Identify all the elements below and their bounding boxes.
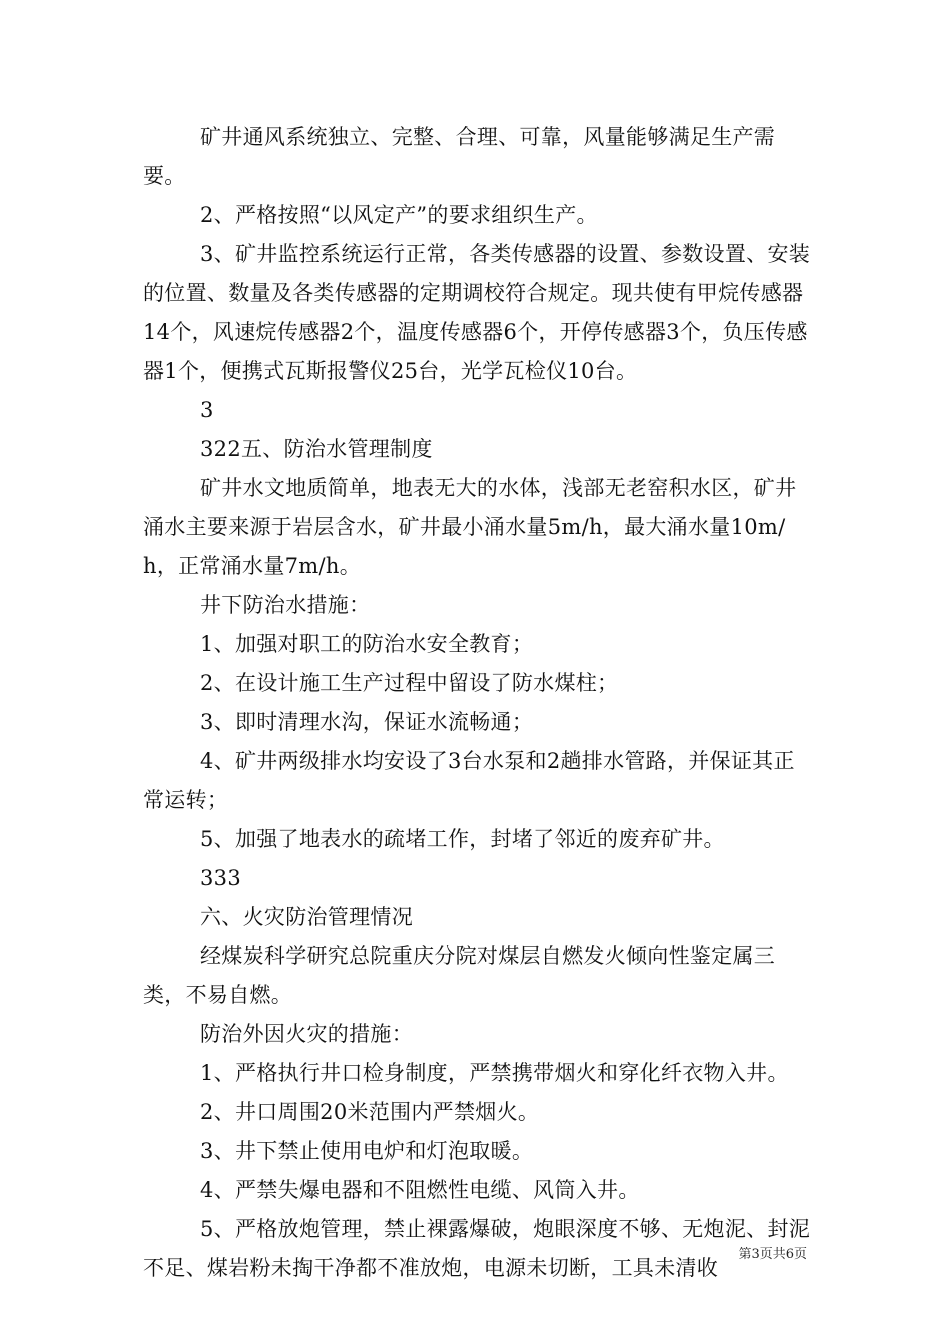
section-heading: 六、火灾防治管理情况 <box>200 905 413 929</box>
list-item: 5、严格放炮管理，禁止裸露爆破，炮眼深度不够、无炮泥、封泥不足、煤岩粉未掏干净都不准放炮，电源未切断，工具未清收 <box>143 1217 811 1280</box>
list-item: 5、加强了地表水的疏堵工作，封堵了邻近的废弃矿井。 <box>200 827 725 851</box>
list-item: 1、严格执行井口检身制度，严禁携带烟火和穿化纤衣物入井。 <box>200 1061 789 1085</box>
list-item: 2、井口周围20米范围内严禁烟火。 <box>200 1100 540 1124</box>
section-heading: 322五、防治水管理制度 <box>200 437 433 461</box>
page-number-footer: 第3页共6页 <box>738 1247 807 1262</box>
paragraph: 矿井通风系统独立、完整、合理、可靠，风量能够满足生产需要。 <box>143 125 776 188</box>
document-body <box>143 118 815 1288</box>
paragraph: 防治外因火灾的措施： <box>200 1022 413 1046</box>
list-item: 3、井下禁止使用电炉和灯泡取暖。 <box>200 1139 534 1163</box>
paragraph: 经煤炭科学研究总院重庆分院对煤层自燃发火倾向性鉴定属三类，不易自燃。 <box>143 944 776 1007</box>
paragraph: 3、矿井监控系统运行正常，各类传感器的设置、参数设置、安装的位置、数量及各类传感器的定期调校符合规定。现共使有甲烷传感器14个，风速烷传感器2个，温度传感器6个，开停传感器3个，负压传感器1个，便携式瓦斯报警仪25台，光学瓦检仪10台。 <box>143 242 811 383</box>
list-item: 2、在设计施工生产过程中留设了防水煤柱； <box>200 671 619 695</box>
list-item: 4、矿井两级排水均安设了3台水泵和2趟排水管路，并保证其正常运转； <box>143 749 795 812</box>
list-item: 1、加强对职工的防治水安全教育； <box>200 632 534 656</box>
paragraph: 矿井水文地质简单，地表无大的水体，浅部无老窑积水区，矿井涌水主要来源于岩层含水，矿井最小涌水量5m/h，最大涌水量10m/h，正常涌水量7m/h。 <box>143 476 797 578</box>
paragraph: 2、严格按照“以风定产”的要求组织生产。 <box>200 203 598 227</box>
paragraph: 333 <box>200 866 241 890</box>
paragraph: 井下防治水措施： <box>200 593 371 617</box>
paragraph: 3 <box>200 398 214 422</box>
list-item: 4、严禁失爆电器和不阻燃性电缆、风筒入井。 <box>200 1178 640 1202</box>
list-item: 3、即时清理水沟，保证水流畅通； <box>200 710 534 734</box>
